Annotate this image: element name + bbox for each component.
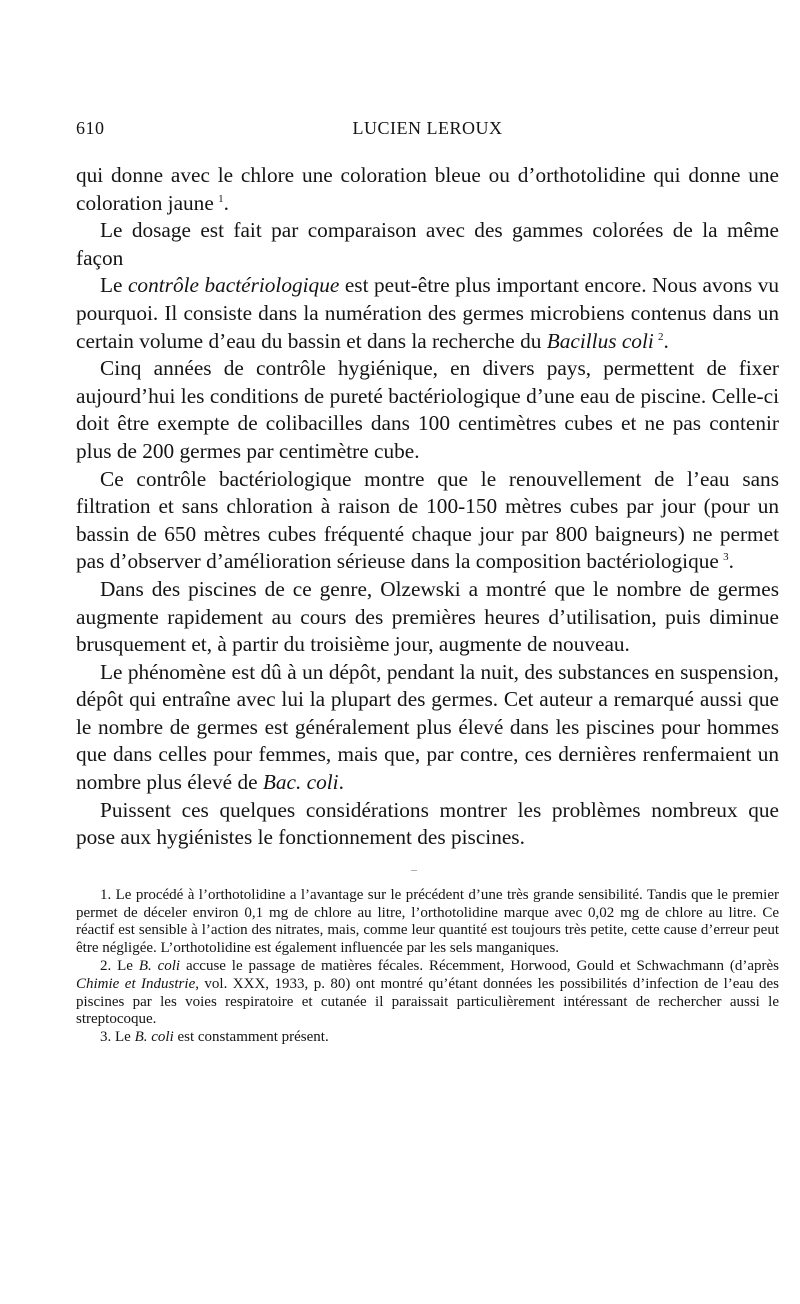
paragraph-3-start: Le <box>100 273 123 298</box>
paragraph-2-text: Le dosage est fait par comparaison avec des gammes colorées de la même façon <box>76 218 779 270</box>
page-header <box>76 118 779 148</box>
paragraph-5-end: . <box>728 549 734 574</box>
footnote-ref-3: 3 <box>723 551 729 564</box>
paragraph-6-text: Dans des piscines de ce genre, Olzewski a montré que le nombre de germes augmente rapidement au cours des premières heures d’utilisation, puis diminue brusquement et, à partir du troisième jour, augmente de nouveau. <box>76 576 779 657</box>
paragraph-8 <box>76 797 779 852</box>
paragraph-3-emphasis: contrôle bactériologique <box>127 273 340 298</box>
footnote-3 <box>76 1029 779 1047</box>
footnote-2 <box>76 958 779 1029</box>
footnote-2-middle: accuse le passage de matières fécales. Récemment, Horwood, Gould et Schwachmann (d’après <box>185 958 780 975</box>
paragraph-4-text: Cinq années de contrôle hygiénique, en divers pays, permettent de fixer aujourd’hui les conditions de pureté bactériologique d’une eau de piscine. Celle-ci doit être exempte de colibacilles dans 100 centimètres cubes et ne pas contenir plus de 200 germes par centimètre cube. <box>76 356 779 463</box>
footnote-2-journal: Chimie et Industrie <box>76 975 196 992</box>
footnote-3-end: est constamment présent. <box>177 1029 329 1046</box>
footnote-2-species: B. coli <box>138 958 181 975</box>
footnote-3-species: B. coli <box>134 1029 174 1046</box>
paragraph-5 <box>76 466 779 576</box>
footnote-ref-1: 1 <box>218 192 224 205</box>
paragraph-3 <box>76 272 779 355</box>
paragraph-6 <box>76 576 779 659</box>
footnote-ref-2: 2 <box>658 330 664 343</box>
book-page <box>76 118 779 1047</box>
footnote-2-start: 2. Le <box>100 958 133 975</box>
paragraph-4 <box>76 355 779 465</box>
paragraph-1-text: qui donne avec le chlore une coloration bleue ou d’orthotolidine qui donne une coloration jaune <box>76 163 779 215</box>
paragraph-3-end: . <box>663 328 669 353</box>
paragraph-7-text: Le phénomène est dû à un dépôt, pendant la nuit, des substances en suspension, dépôt qui entraîne avec lui la plupart des germes. Cet auteur a remarqué aussi que le nombre de germes est généralement plus élevé dans les piscines pour hommes que dans celles pour femmes, mais que, par contre, ces dernières renfermaient un nombre plus élevé de <box>76 659 779 795</box>
paragraph-1 <box>76 162 779 217</box>
footnotes <box>76 887 779 1047</box>
paragraph-8-text: Puissent ces quelques considérations montrer les problèmes nombreux que pose aux hygiénistes le fonctionnement des piscines. <box>76 797 779 850</box>
paragraph-7 <box>76 659 779 797</box>
paragraph-7-end: . <box>338 770 344 795</box>
paragraph-1-end: . <box>223 190 229 215</box>
main-text <box>76 162 779 852</box>
page-number: 610 <box>76 118 105 138</box>
running-title: LUCIEN LEROUX <box>352 118 503 138</box>
paragraph-5-text: Ce contrôle bactériologique montre que le renouvellement de l’eau sans filtration et sans chloration à raison de 100-150 mètres cubes par jour (pour un bassin de 650 mètres cubes fréquenté chaque jour par 800 baigneurs) ne permet pas d’observer d’amélioration sérieuse dans la composition bactériologique <box>76 466 779 574</box>
paragraph-3-species: Bacillus coli <box>546 328 654 353</box>
footnote-1 <box>76 887 779 958</box>
footnote-divider <box>411 870 417 871</box>
paragraph-2 <box>76 217 779 272</box>
paragraph-7-species: Bac. coli <box>262 770 339 795</box>
footnote-2-end: , vol. XXX, 1933, p. 80) ont montré qu’étant données les possibilités d’infection de l’eau des piscines par les voies respiratoire et cutanée il paraissait particulièrement intéressant de rechercher aussi le streptocoque. <box>76 975 779 1028</box>
footnote-1-text: 1. Le procédé à l’orthotolidine a l’avantage sur le précédent d’une très grande sensibilité. Tandis que le premier permet de déceler environ 0,1 mg de chlore au litre, l’orthotolidine marque avec 0,02 mg de chlore au litre. Ce réactif est sensible à l’action des nitrates, mais, comme leur quantité est toujours très petite, cette cause d’erreur peut être négligée. L’orthotolidine est également influencée par les sels manganiques. <box>76 886 779 957</box>
footnote-3-start: 3. Le <box>100 1029 131 1046</box>
paragraph-3-middle: est peut-être plus important encore. Nous avons vu pourquoi. Il consiste dans la numération des germes microbiens contenus dans un certain volume d’eau du bassin et dans la recherche du <box>76 273 780 353</box>
